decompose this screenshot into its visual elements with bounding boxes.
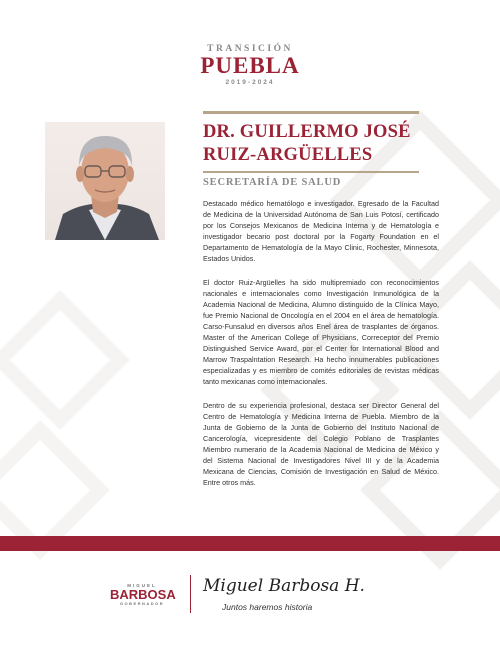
footer-logo-main: BARBOSA <box>110 587 176 602</box>
miguel-barbosa-logo <box>110 583 174 606</box>
footer-logo-bottom: GOBERNADOR <box>119 601 165 606</box>
logo-subtitle: TRANSICIÓN <box>207 44 293 54</box>
name-bottom-rule <box>203 171 419 173</box>
name-line-1: DR. GUILLERMO JOSÉ <box>203 122 411 142</box>
logo-title: PUEBLA <box>200 53 300 78</box>
footer-logo-top: MIGUEL <box>127 583 157 588</box>
bio-paragraph-1: Destacado médico hematólogo e investigador. Egresado de la Facultad de Medicina de la Universidad Autónoma de San Luis Potosí, certificado por los Consejos Mexicanos de Medicina Interna y de Hematología e investigador becario post doctoral por la Fogarty Foundation en el Departamento de Hematología de la Mayo Clinic, Rochester, Minnesota, Estados Unidos. <box>203 199 439 264</box>
transicion-puebla-logo <box>0 44 500 86</box>
signature: Miguel Barbosa H. <box>203 576 365 596</box>
logo-years: 2019-2024 <box>225 79 275 86</box>
tagline: Juntos haremos historia <box>222 602 313 612</box>
bio-paragraph-3: Dentro de su experiencia profesional, destaca ser Director General del Centro de Hematología y Medicina Interna de Puebla. Miembro de la Junta de Gobierno de la Junta de Gobierno del Instituto Nacional de Cancerología, vicepresidente del Colegio Poblano de Trasplantes Miembro numerario de la Academia Nacional de Medicina de México y del Sistema Nacional de Investigadores Nivel III y de la Academia Mexicana de Ciencias, Comisión de Investigación en Salud de México. Entre otros más. <box>203 400 439 488</box>
footer-band <box>0 536 500 551</box>
person-name <box>203 121 463 167</box>
biography <box>203 198 439 500</box>
footer-divider <box>190 575 191 613</box>
department-title: SECRETARÍA DE SALUD <box>203 177 342 188</box>
portrait-photo <box>45 122 165 240</box>
name-top-rule <box>203 111 419 114</box>
name-line-2: RUIZ-ARGÜELLES <box>203 145 373 165</box>
bio-paragraph-2: El doctor Ruiz-Argüelles ha sido multipremiado con reconocimientos nacionales e internacionales como Investigación Inmunológica de la Academia Nacional de Medicina, Alumno distinguido de la Clínica Mayo, fue Premio Nacional de Oncología en el 2004 en el área de hematología. Carso-Funsalud en diversos años Enel área de trasplantes de órganos. Master of the American College of Physicians, Correceptor del Premio Distinguished Service Award, por el Center for International Blood and Marrow Traspalntation Research. Ha hecho innumerables publicaciones especializadas y es miembro de comités editoriales de revistas médicas tanto mexicanas como internacionales. <box>203 277 439 387</box>
